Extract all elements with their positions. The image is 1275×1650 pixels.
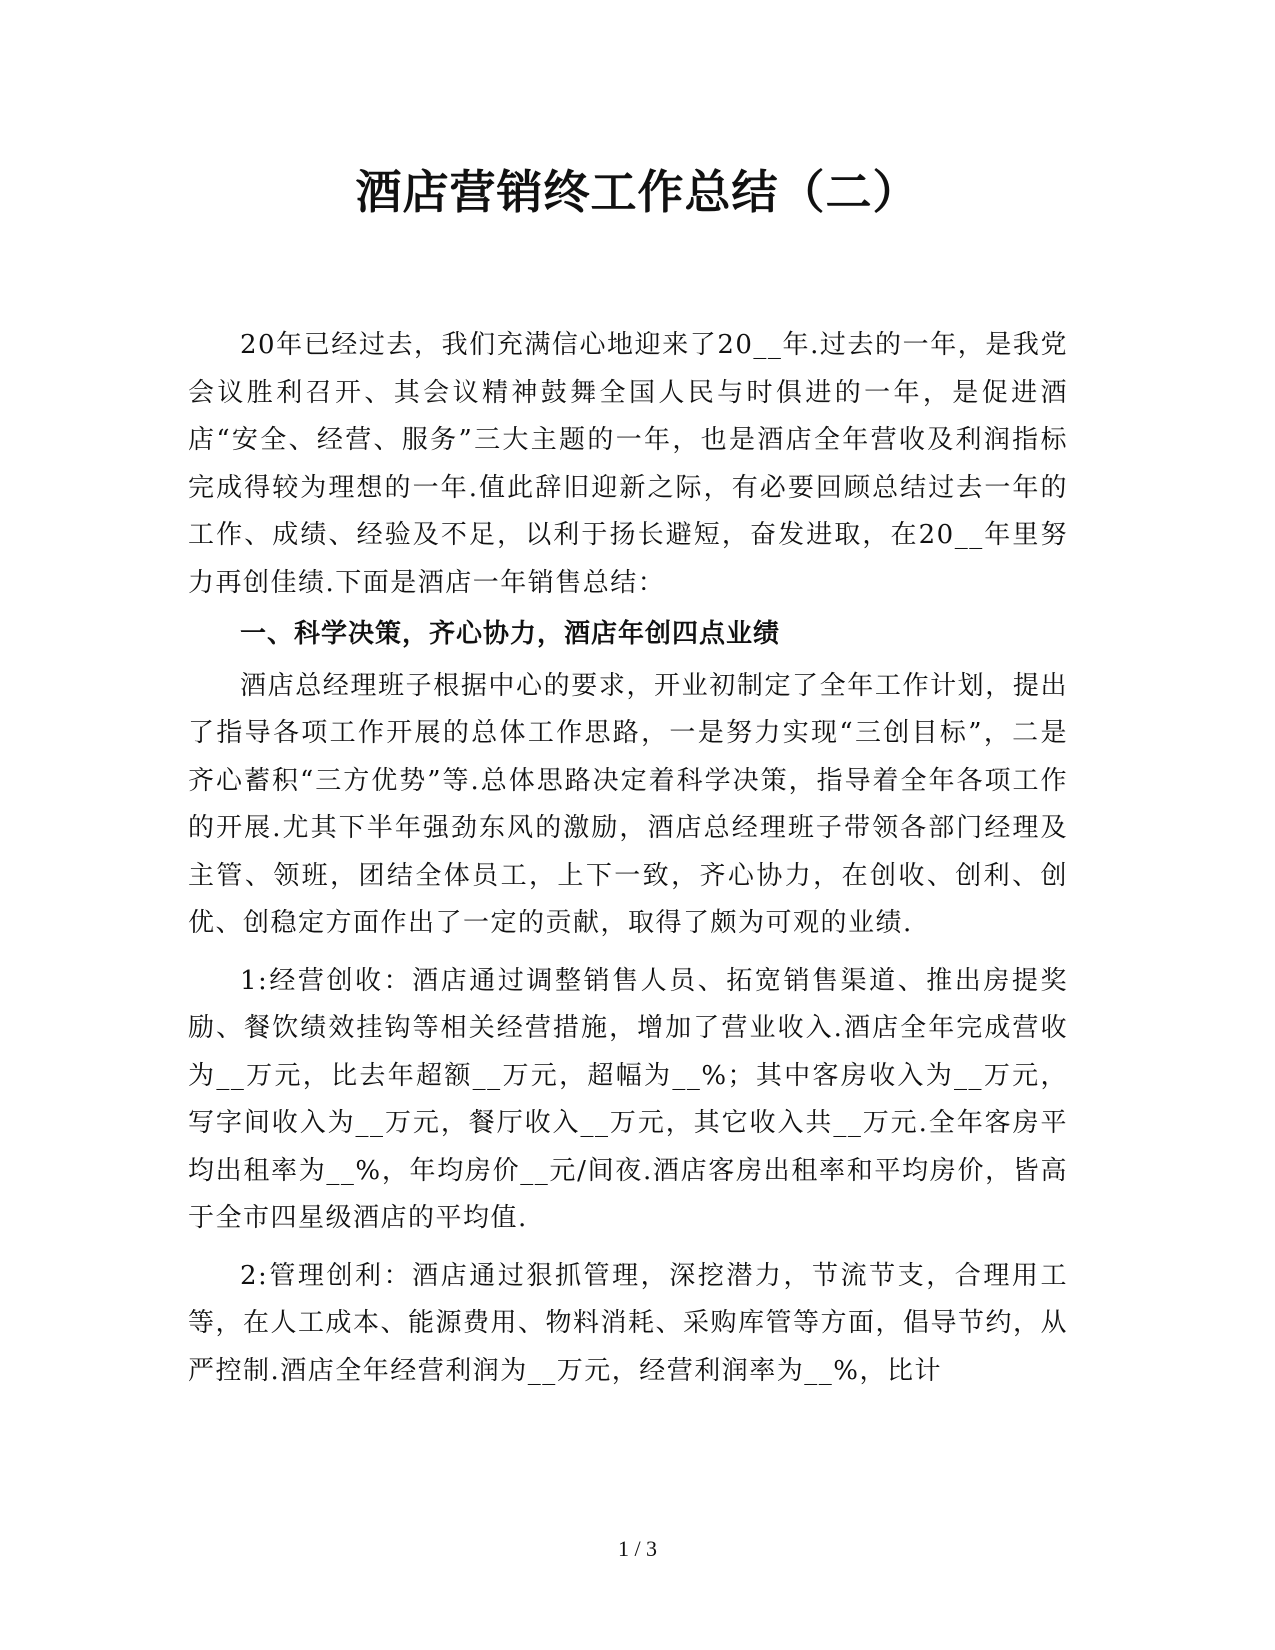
document-title: 酒店营销终工作总结（二） — [355, 165, 920, 219]
body-paragraph: 1:经营创收：酒店通过调整销售人员、拓宽销售渠道、推出房提奖励、餐饮绩效挂钩等相关经营措施，增加了营业收入.酒店全年完成营收为__万元，比去年超额__万元，超幅为__%；其中客房收入为__万元，写字间收入为__万元，餐厅收入__万元，其它收入共__万元.全年客房平均出租率为__%，年均房价__元/间夜.酒店客房出租率和平均房价，皆高于全市四星级酒店的平均值. — [188, 965, 1068, 1233]
page-number: 1 / 3 — [617, 1536, 658, 1561]
section-heading: 一、科学决策，齐心协力，酒店年创四点业绩 — [240, 619, 781, 649]
document-body — [188, 322, 1068, 1395]
body-paragraph: 酒店总经理班子根据中心的要求，开业初制定了全年工作计划，提出了指导各项工作开展的总体工作思路，一是努力实现“三创目标”，二是齐心蓄积“三方优势”等.总体思路决定着科学决策，指导着全年各项工作的开展.尤其下半年强劲东风的激励，酒店总经理班子带领各部门经理及主管、领班，团结全体员工，上下一致，齐心协力，在创收、创利、创优、创稳定方面作出了一定的贡献，取得了颇为可观的业绩. — [188, 670, 1068, 938]
intro-paragraph: 20年已经过去，我们充满信心地迎来了20__年.过去的一年，是我党会议胜利召开、其会议精神鼓舞全国人民与时俱进的一年，是促进酒店“安全、经营、服务”三大主题的一年，也是酒店全年营收及利润指标完成得较为理想的一年.值此辞旧迎新之际，有必要回顾总结过去一年的工作、成绩、经验及不足，以利于扬长避短，奋发进取，在20__年里努力再创佳绩.下面是酒店一年销售总结： — [188, 330, 1068, 598]
body-paragraph: 2:管理创利：酒店通过狠抓管理，深挖潜力，节流节支，合理用工等，在人工成本、能源费用、物料消耗、采购库管等方面，倡导节约，从严控制.酒店全年经营利润为__万元，经营利润率为__%，比计 — [188, 1260, 1069, 1386]
